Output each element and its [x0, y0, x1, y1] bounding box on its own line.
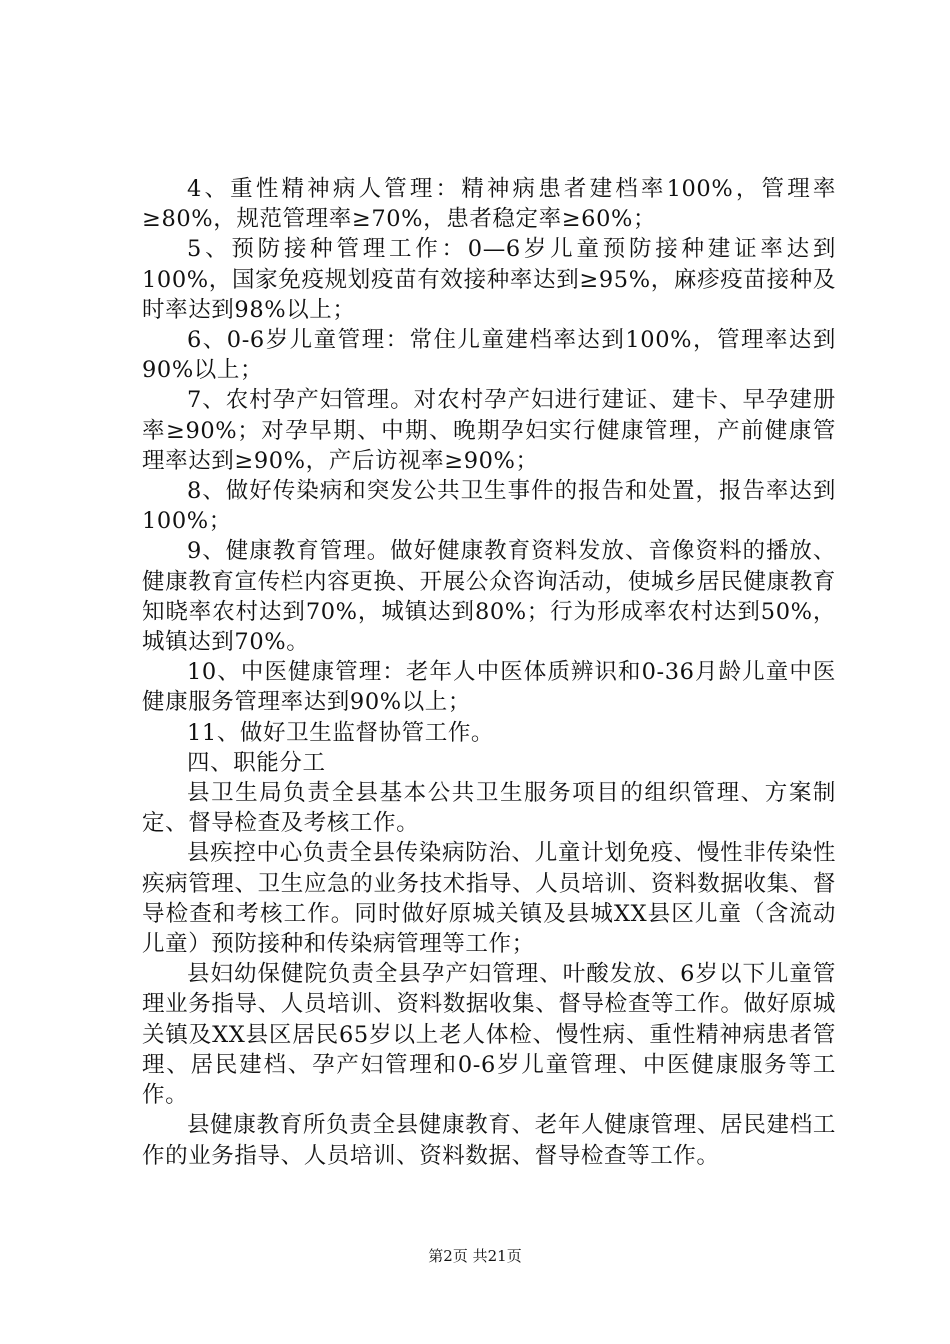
paragraph-health-education-office: 县健康教育所负责全县健康教育、老年人健康管理、居民建档工作的业务指导、人员培训、资料数据、督导检查等工作。: [142, 1112, 836, 1169]
paragraph-cdc: 县疾控中心负责全县传染病防治、儿童计划免疫、慢性非传染性疾病管理、卫生应急的业务技术指导、人员培训、资料数据收集、督导检查和考核工作。同时做好原城关镇及县城XX县区儿童（含流动儿童）预防接种和传染病管理等工作；: [142, 840, 836, 958]
paragraph-item-6: 6、0-6岁儿童管理：常住儿童建档率达到100%，管理率达到90%以上；: [142, 327, 836, 384]
paragraph-item-9: 9、健康教育管理。做好健康教育资料发放、音像资料的播放、健康教育宣传栏内容更换、开展公众咨询活动，使城乡居民健康教育知晓率农村达到70%，城镇达到80%；行为形成率农村达到50%，城镇达到70%。: [142, 538, 836, 656]
paragraph-item-10: 10、中医健康管理：老年人中医体质辨识和0-36月龄儿童中医健康服务管理率达到90%以上；: [142, 659, 836, 716]
page-number-footer: 第2页 共21页: [428, 1247, 522, 1265]
paragraph-item-7: 7、农村孕产妇管理。对农村孕产妇进行建证、建卡、早孕建册率≥90%；对孕早期、中期、晚期孕妇实行健康管理，产前健康管理率达到≥90%，产后访视率≥90%；: [142, 387, 836, 474]
document-body: [142, 174, 836, 1171]
paragraph-health-bureau: 县卫生局负责全县基本公共卫生服务项目的组织管理、方案制定、督导检查及考核工作。: [142, 780, 836, 837]
paragraph-item-8: 8、做好传染病和突发公共卫生事件的报告和处置，报告率达到100%；: [142, 478, 836, 535]
section-heading: 四、职能分工: [187, 749, 326, 776]
paragraph-item-11: 11、做好卫生监督协管工作。: [187, 719, 495, 746]
paragraph-item-5: 5、预防接种管理工作：0—6岁儿童预防接种建证率达到100%，国家免疫规划疫苗有效接种率达到≥95%，麻疹疫苗接种及时率达到98%以上；: [142, 236, 836, 323]
paragraph-maternal-child-hospital: 县妇幼保健院负责全县孕产妇管理、叶酸发放、6岁以下儿童管理业务指导、人员培训、资料数据收集、督导检查等工作。做好原城关镇及XX县区居民65岁以上老人体检、慢性病、重性精神病患者管理、居民建档、孕产妇管理和0-6岁儿童管理、中医健康服务等工作。: [142, 961, 836, 1109]
paragraph-item-4: 4、重性精神病人管理：精神病患者建档率100%，管理率≥80%，规范管理率≥70%，患者稳定率≥60%；: [142, 176, 836, 233]
